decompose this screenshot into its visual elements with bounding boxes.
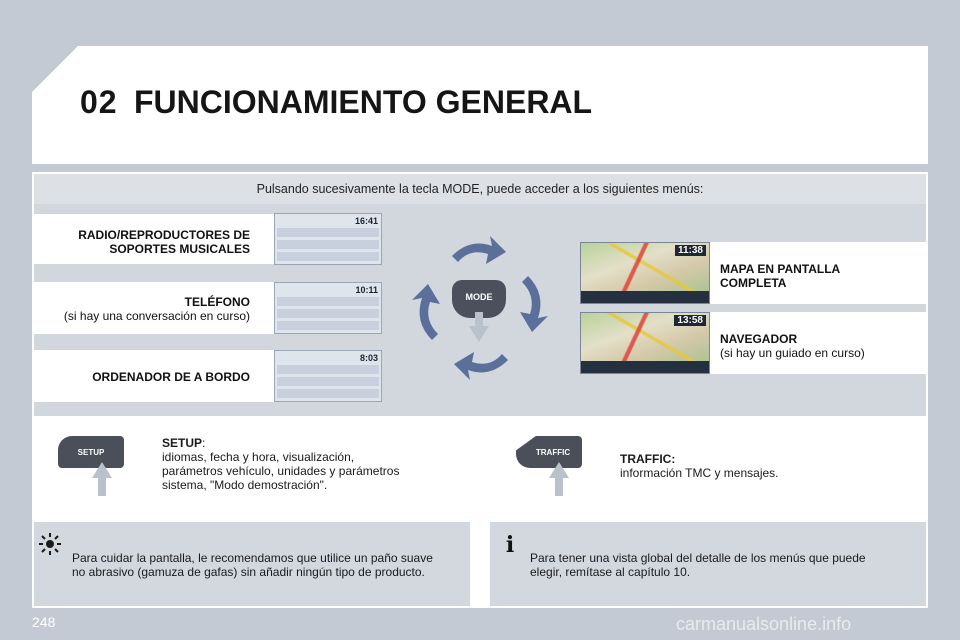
intro-text: Pulsando sucesivamente la tecla MODE, puede acceder a los siguientes menús: [256, 182, 704, 196]
phone-screen-time: 10:11 [355, 285, 378, 295]
chapter-number: 02 [80, 84, 118, 120]
setup-title: SETUP [162, 436, 203, 450]
setup-line-2: parámetros vehículo, unidades y parámetros [162, 464, 400, 478]
phone-screen [274, 282, 382, 334]
setup-press-arrow-icon [90, 462, 114, 496]
trip-screen-time: 8:03 [359, 353, 378, 363]
menu-radio-title-line1: RADIO/REPRODUCTORES DE [78, 228, 250, 242]
setup-colon: : [202, 436, 206, 450]
tip-chapter-ref-line-1: Para tener una vista global del detalle de los menús que puede [530, 551, 866, 565]
setup-line-1: idiomas, fecha y hora, visualización, [162, 450, 355, 464]
tip-screen-care-text [72, 551, 464, 579]
trip-screen [274, 350, 382, 402]
traffic-title: TRAFFIC: [620, 452, 676, 466]
sun-icon [38, 532, 62, 556]
setup-key-label: SETUP [77, 448, 105, 457]
menu-trip-title [34, 370, 250, 384]
mode-button-label: MODE [465, 292, 493, 302]
menu-phone-subtitle: (si hay una conversación en curso) [63, 309, 250, 323]
page-number: 248 [32, 614, 56, 630]
arrow-right-icon [520, 276, 548, 332]
menu-phone-title-text: TELÉFONO [184, 295, 250, 309]
menu-radio-title [34, 228, 250, 256]
info-icon: i [505, 532, 515, 558]
nav-screen [580, 312, 710, 374]
page-title: FUNCIONAMIENTO GENERAL [134, 84, 593, 120]
arrow-top-icon [452, 236, 506, 264]
menu-map-title-line1: MAPA EN PANTALLA [720, 262, 841, 276]
arrow-left-icon [412, 284, 440, 340]
watermark: carmanualsonline.info [676, 614, 852, 634]
traffic-description [620, 452, 910, 480]
tip-chapter-ref-text [530, 551, 920, 579]
menu-radio-title-line2: SOPORTES MUSICALES [109, 242, 250, 256]
menu-nav-title [720, 332, 920, 360]
radio-screen [274, 213, 382, 265]
arrow-bottom-icon [454, 352, 508, 380]
setup-line-3: sistema, "Modo demostración". [162, 478, 328, 492]
mode-press-arrow-icon [467, 312, 491, 342]
menu-map-title-line2: COMPLETA [720, 276, 787, 290]
radio-screen-time: 16:41 [354, 216, 378, 226]
tip-chapter-ref-line-2: elegir, remítase al capítulo 10. [530, 565, 691, 579]
map-screen-time: 11:38 [675, 245, 706, 256]
menu-phone-title [34, 295, 250, 323]
menu-trip-title-text: ORDENADOR DE A BORDO [92, 370, 250, 384]
setup-description [162, 436, 462, 492]
menu-map-title [720, 262, 920, 290]
traffic-line: información TMC y mensajes. [620, 466, 779, 480]
tip-screen-care-line-2: no abrasivo (gamuza de gafas) sin añadir ningún tipo de producto. [72, 565, 425, 579]
tip-screen-care-line-1: Para cuidar la pantalla, le recomendamos que utilice un paño suave [72, 551, 433, 565]
map-screen [580, 242, 710, 304]
menu-nav-title-text: NAVEGADOR [720, 332, 798, 346]
nav-screen-time: 13:58 [674, 315, 706, 326]
menu-nav-subtitle: (si hay un guiado en curso) [720, 346, 865, 360]
traffic-press-arrow-icon [547, 462, 571, 496]
traffic-key-label: TRAFFIC [535, 448, 571, 457]
